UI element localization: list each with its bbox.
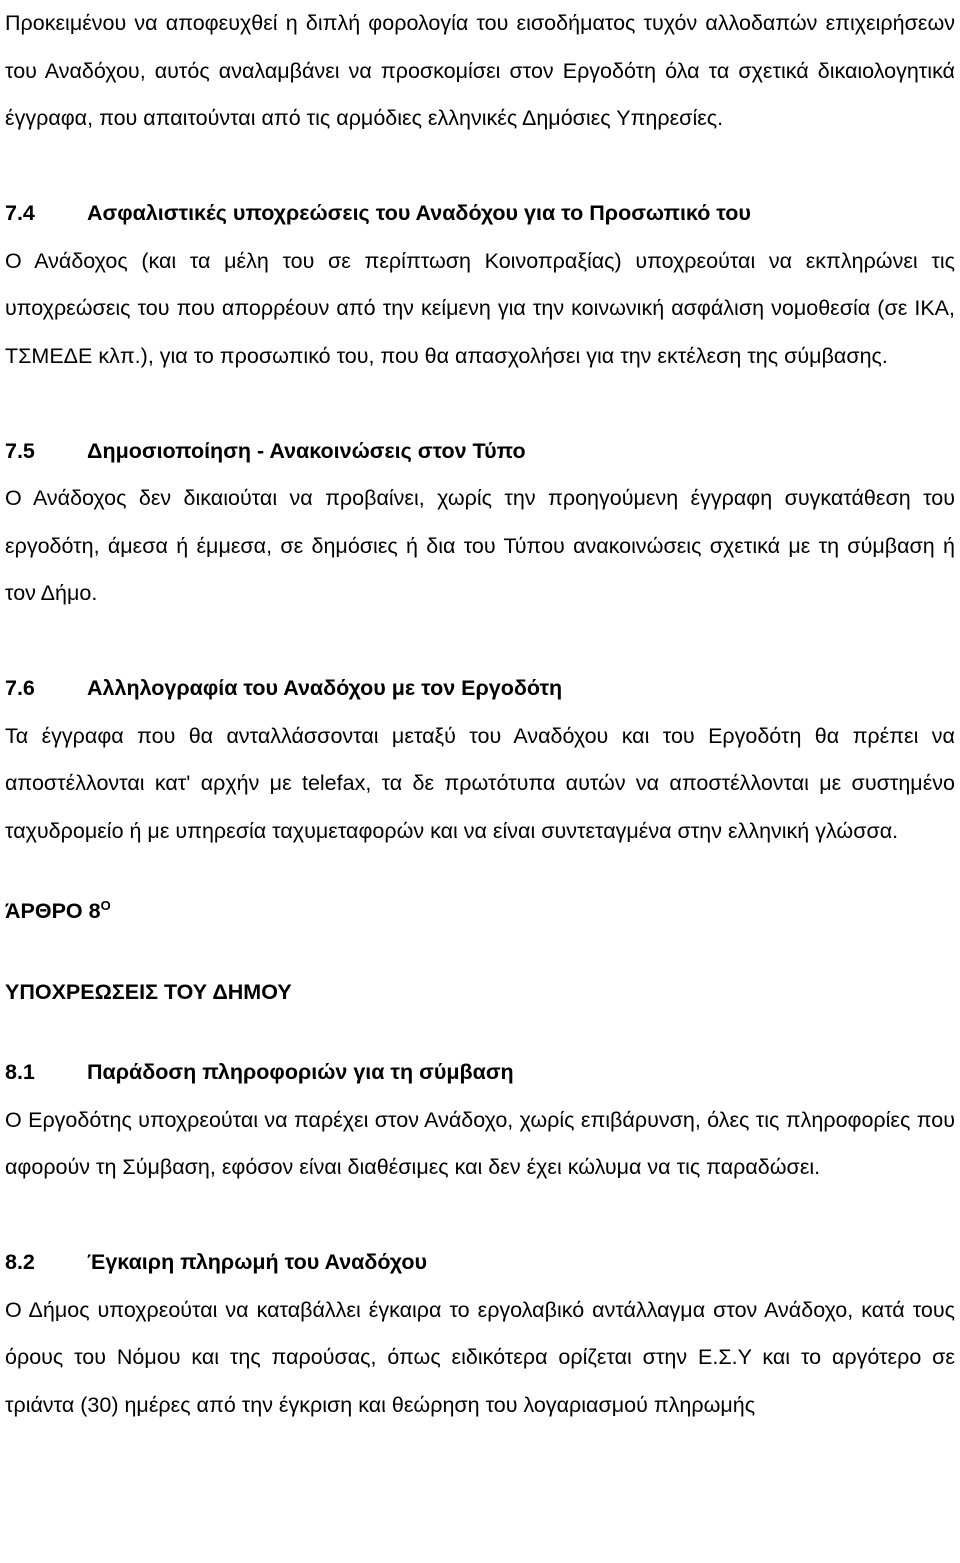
section-number: 7.4: [5, 201, 35, 225]
spacer: [5, 1016, 955, 1049]
article-8-title: ΥΠΟΧΡΕΩΣΕΙΣ ΤΟΥ ΔΗΜΟΥ: [5, 979, 292, 1004]
section-8-2-body: Ο Δήμος υποχρεούται να καταβάλλει έγκαιρα το εργολαβικό αντάλλαγμα στον Ανάδοχο, κατά τους όρους του Νόμου και της παρούσας, όπως ειδικότερα ορίζεται στην Ε.Σ.Υ και το αργότερο σε τριάντα (30) ημέρες από την έγκριση και θεώρηση του λογαριασμού πληρωμής: [5, 1297, 955, 1417]
intro-paragraph: Προκειμένου να αποφευχθεί η διπλή φορολογία του εισοδήματος τυχόν αλλοδαπών επιχειρήσεων του Αναδόχου, αυτός αναλαμβάνει να προσκομίσει στον Εργοδότη όλα τα σχετικά δικαιολογητικά έγγραφα, που απαιτούνται από τις αρμόδιες ελληνικές Δημόσιες Υπηρεσίες.: [5, 11, 955, 130]
section-7-5-body: Ο Ανάδοχος δεν δικαιούται να προβαίνει, χωρίς την προηγούμενη έγγραφη συγκατάθεση του εργοδότη, άμεσα ή έμμεσα, σε δημόσιες ή δια του Τύπου ανακοινώσεις σχετικά με τη σύμβαση ή τον Δήμο.: [5, 486, 955, 605]
spacer: [5, 855, 955, 888]
section-title: Παράδοση πληροφοριών για τη σύμβαση: [87, 1060, 514, 1084]
section-7-6-heading: [5, 665, 955, 713]
section-title: Ασφαλιστικές υποχρεώσεις του Αναδόχου για το Προσωπικό του: [87, 201, 751, 225]
section-7-4-body: Ο Ανάδοχος (και τα μέλη του σε περίπτωση Κοινοπραξίας) υποχρεούται να εκπληρώνει τις υποχρεώσεις του που απορρέουν από την κείμενη για την κοινωνική ασφάλιση νομοθεσία (σε ΙΚΑ, ΤΣΜΕΔΕ κλπ.), για το προσωπικό του, που θα απασχολήσει για την εκτέλεση της σύμβασης.: [5, 248, 955, 368]
section-title: Έγκαιρη πληρωμή του Αναδόχου: [87, 1250, 428, 1274]
spacer: [5, 618, 955, 666]
section-7-6-body: Τα έγγραφα που θα ανταλλάσσονται μεταξύ του Αναδόχου και του Εργοδότη θα πρέπει να αποστέλλονται κατ' αρχήν με telefax, τα δε πρωτότυπα αυτών να αποστέλλονται με συστημένο ταχυδρομείο ή με υπηρεσία ταχυμεταφορών και να είναι συντεταγμένα στην ελληνική γλώσσα.: [5, 723, 955, 843]
section-number: 8.2: [5, 1250, 35, 1274]
section-title: Δημοσιοποίηση - Ανακοινώσεις στον Τύπο: [87, 438, 526, 463]
section-8-2-heading: [5, 1239, 955, 1287]
section-title: Αλληλογραφία του Αναδόχου με τον Εργοδότη: [87, 676, 563, 700]
section-7-4-heading: [5, 190, 955, 238]
section-number: 7.6: [5, 676, 35, 700]
section-8-1-body: Ο Εργοδότης υποχρεούται να παρέχει στον Ανάδοχο, χωρίς επιβάρυνση, όλες τις πληροφορίες που αφορούν τη Σύμβαση, εφόσον είναι διαθέσιμες και δεν έχει κώλυμα να τις παραδώσει.: [5, 1107, 955, 1179]
spacer: [5, 936, 955, 969]
section-number: 8.1: [5, 1060, 35, 1084]
article-superscript: Ο: [100, 898, 111, 913]
spacer: [5, 143, 955, 191]
spacer: [5, 380, 955, 428]
article-8-label: [5, 888, 955, 936]
section-7-5-heading: [5, 428, 955, 476]
section-8-1-heading: [5, 1049, 955, 1097]
section-number: 7.5: [5, 438, 35, 463]
spacer: [5, 1192, 955, 1240]
article-label-text: ΆΡΘΡΟ 8: [5, 899, 101, 923]
document-page: [5, 0, 955, 1429]
